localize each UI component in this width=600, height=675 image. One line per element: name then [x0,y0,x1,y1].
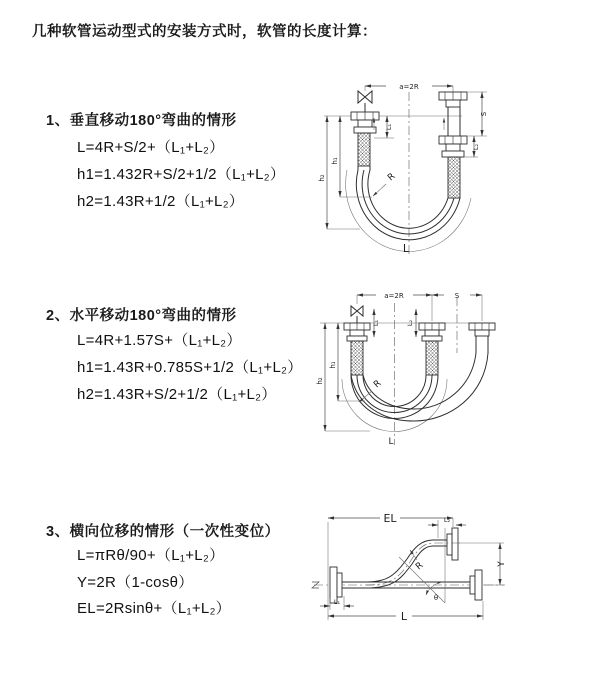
label-h1: h₁ [329,361,337,369]
label-L2: L₂ [406,319,414,327]
label-a2R: a=2R [399,83,419,91]
section1-formula-L: L=4R+S/2+（L₁+L₂） [77,139,225,156]
section2-formula-h2: h2=1.43R+S/2+1/2（L₁+L₂） [77,386,277,403]
section1-heading: 1、垂直移动180°弯曲的情形 [46,113,237,129]
label-theta: θ [433,594,439,602]
label-L: L [388,437,394,447]
section2-heading: 2、水平移动180°弯曲的情形 [46,308,237,324]
dim-S [468,92,488,136]
upper-fitting [433,528,458,560]
dim-Y [459,543,507,585]
label-L2: L₂ [443,516,451,524]
section1-formula-h2: h2=1.43R+1/2（L₁+L₂） [77,193,245,210]
label-R: R [386,171,398,184]
braided-hose-section [358,133,370,166]
label-S: S [480,111,488,117]
radius-callout [373,172,397,196]
page-title: 几种软管运动型式的安装方式时，软管的长度计算： [32,24,377,40]
section1-formula-h1: h1=1.432R+S/2+1/2（L₁+L₂） [77,166,286,183]
right-fitting [439,92,467,198]
section2-formula-L: L=4R+1.57S+（L₁+L₂） [77,332,242,349]
label-L1: L₁ [385,123,393,131]
diagram-vertical-180-bend [310,66,600,278]
label-a2R: a=2R [384,292,404,300]
dim-L1 [320,596,354,610]
right-fitting [470,570,482,600]
label-L1: L₁ [372,319,380,327]
label-EL: EL [383,512,397,525]
label-Y: Y [497,561,507,567]
label-L2: L₂ [472,143,480,151]
label-L: L [400,610,408,623]
section3-formula-EL: EL=2Rsinθ+（L₁+L₂） [77,600,231,617]
dim-L1 [372,309,380,337]
hose-s-curve [342,540,460,588]
left-fitting [344,323,370,375]
label-L: L [402,242,410,255]
section3-heading: 3、横向位移的情形（一次性变位） [46,524,280,540]
braided-hose-section [448,157,460,198]
dim-a2R [365,83,453,92]
label-R: R [414,560,426,573]
valve-icon [351,306,363,323]
radius-callout [410,550,425,572]
label-h1: h₁ [331,157,339,165]
braided-hose-section [426,341,438,375]
label-h2: h₂ [318,174,326,182]
label-h2: h₂ [316,377,324,385]
diagram-lateral-displacement [300,500,600,640]
section3-formula-L: L=πRθ/90+（L₁+L₂） [77,547,225,564]
dim-a2R-S [357,292,482,321]
label-L1: L₁ [333,598,341,606]
section3-formula-Y: Y=2R（1-cosθ） [77,574,194,591]
label-S: S [454,292,460,300]
left-fitting [351,112,379,166]
middle-fitting [419,323,445,375]
section2-formula-h1: h1=1.43R+0.785S+1/2（L₁+L₂） [77,359,303,376]
valve-icon [358,91,372,112]
braided-hose-section [351,341,363,375]
label-R: R [372,378,384,391]
diagram-horizontal-180-bend [310,283,600,458]
right-fitting [469,323,495,353]
